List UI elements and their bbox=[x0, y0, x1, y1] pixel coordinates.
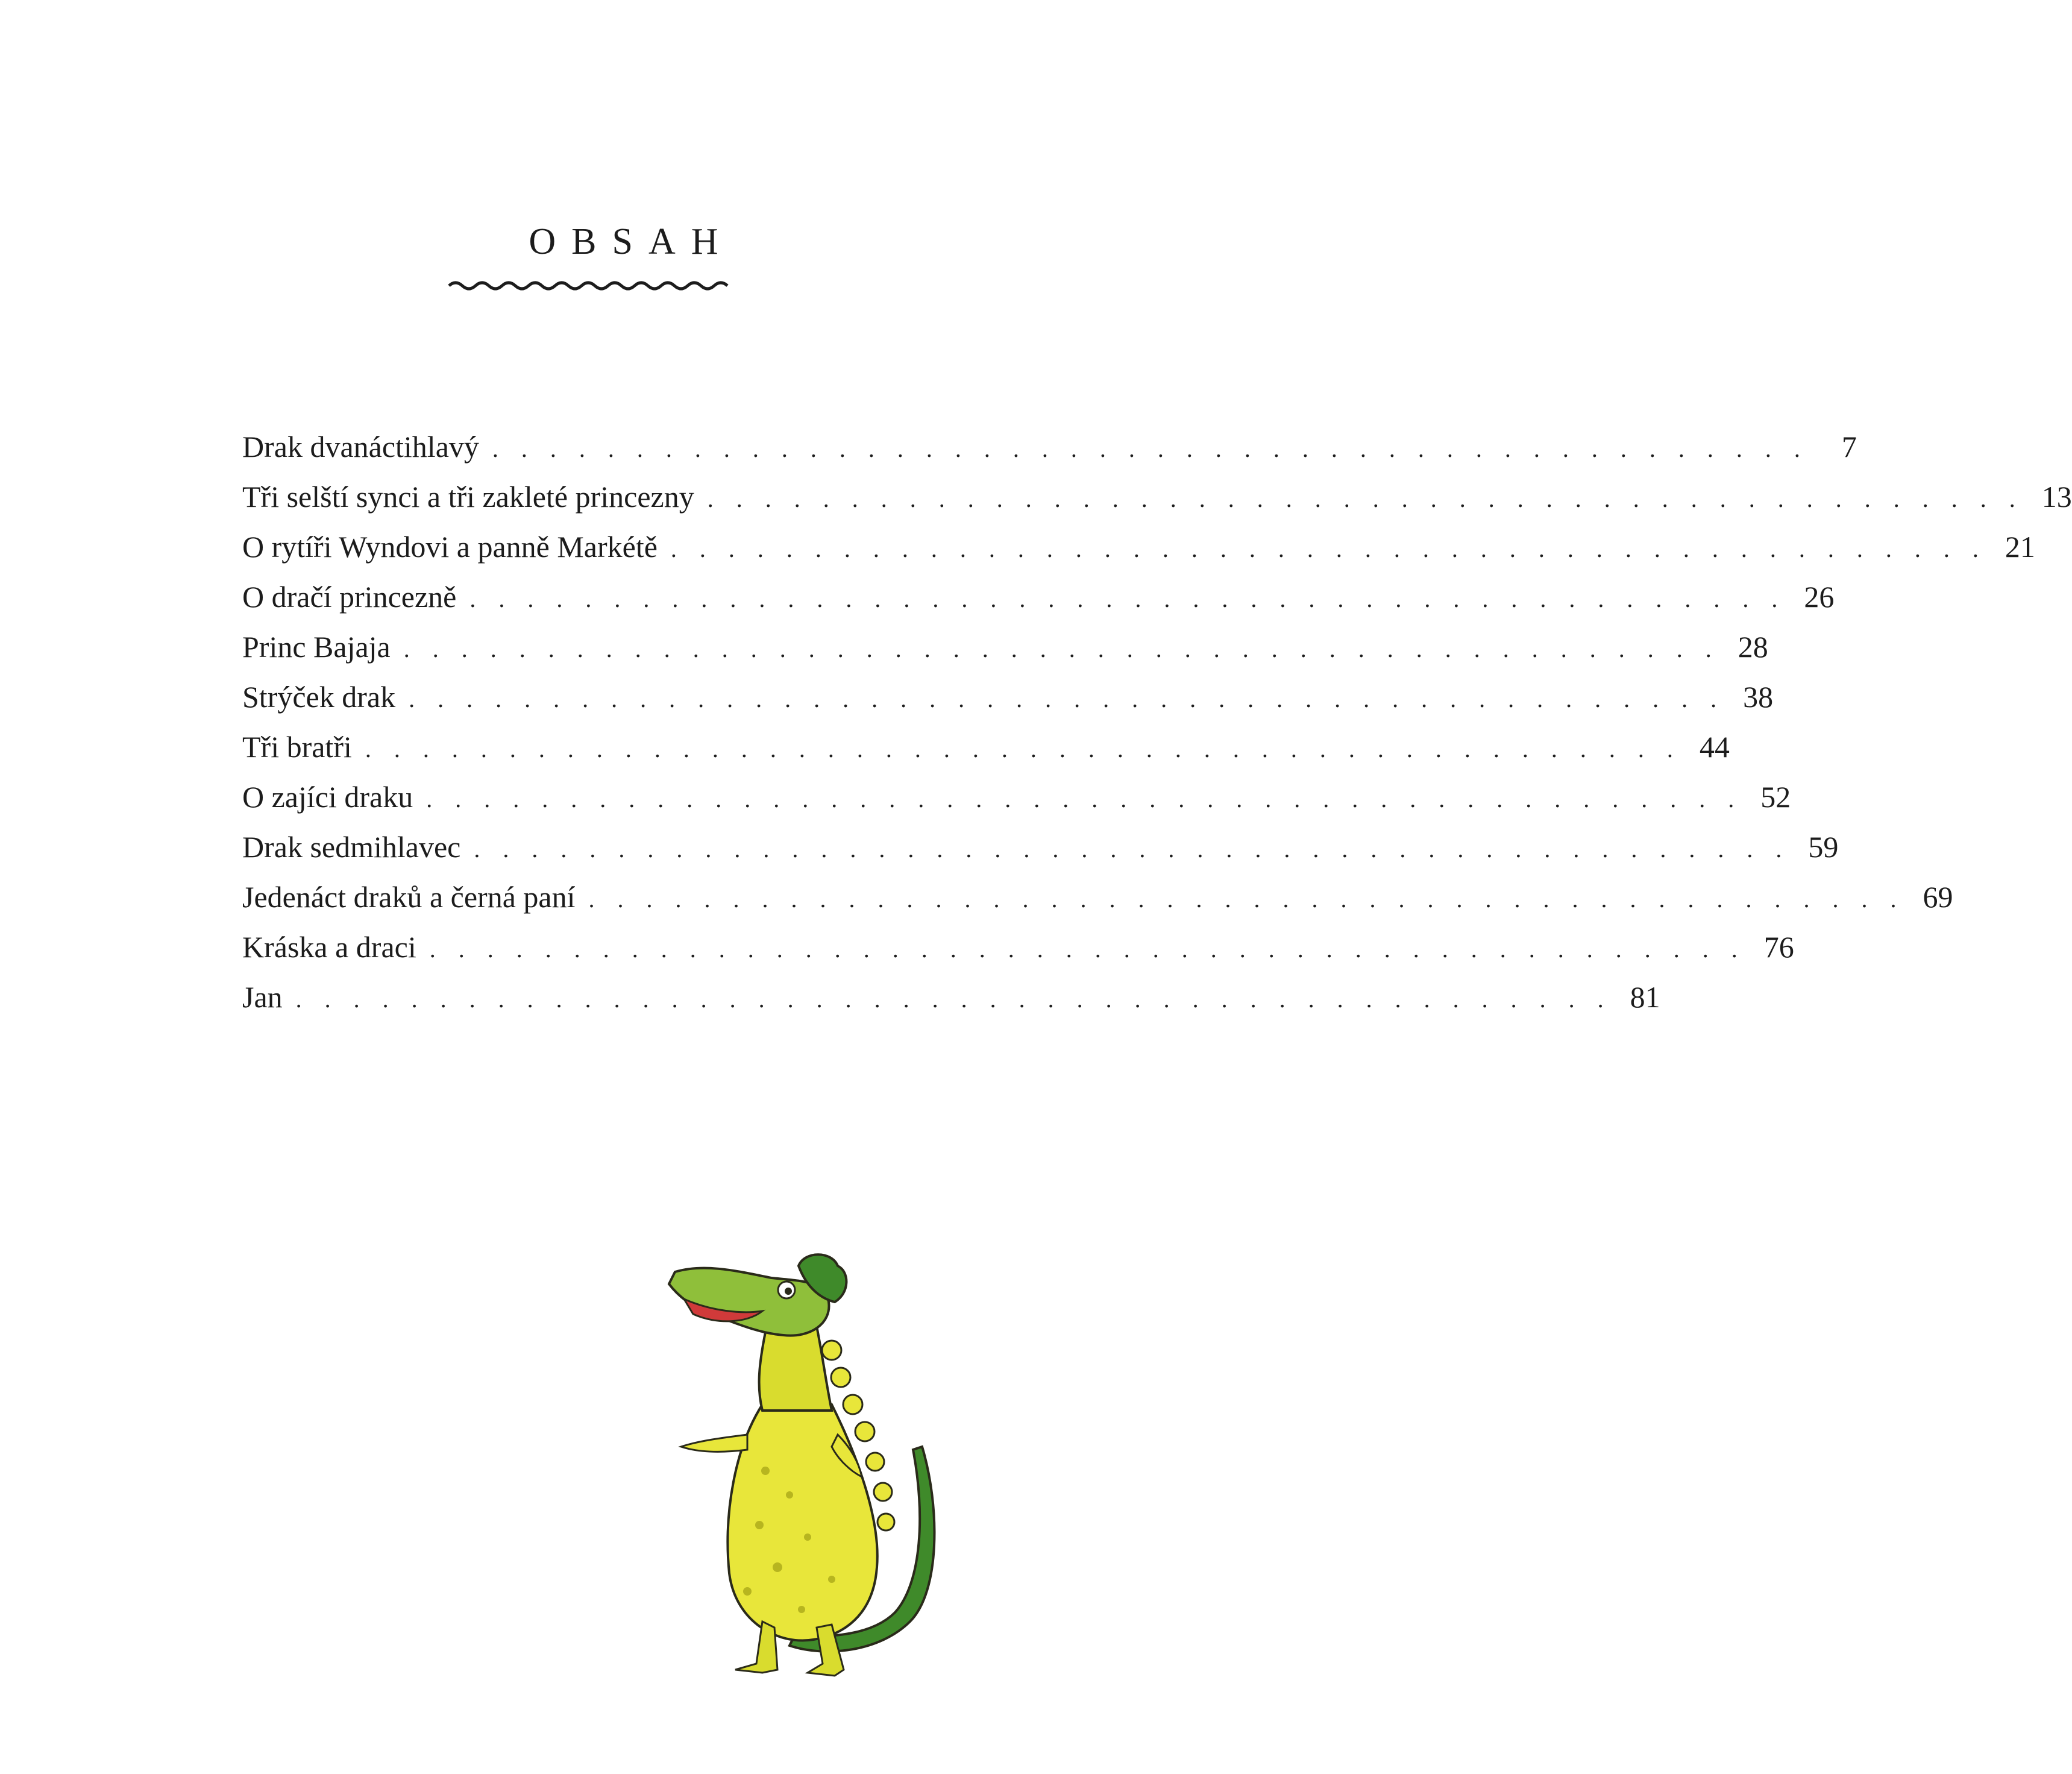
toc-title: Drak sedmihlavec bbox=[242, 830, 461, 864]
toc-page-number: 7 bbox=[1841, 430, 1857, 464]
toc-title: O zajíci draku bbox=[242, 780, 413, 814]
toc-entry[interactable] bbox=[242, 522, 2035, 572]
dot-leader: . . . . . . . . . . . . . . . . . . . . . . . . . . . . . . . . . . . . . . . . . . . . . . bbox=[403, 635, 1720, 662]
toc-title: Drak dvanáctihlavý bbox=[242, 430, 479, 464]
toc-page-number: 38 bbox=[1743, 680, 1774, 714]
toc-entry[interactable] bbox=[242, 872, 1953, 922]
wavy-underline-ornament bbox=[449, 278, 721, 293]
dot-leader: . . . . . . . . . . . . . . . . . . . . . . . . . . . . . . . . . . . . . . . . . . . . . . bbox=[474, 835, 1791, 863]
toc-entry[interactable] bbox=[242, 822, 1839, 872]
toc-entry[interactable] bbox=[242, 672, 1774, 722]
toc-entry[interactable] bbox=[242, 972, 1660, 1022]
toc-page-number: 59 bbox=[1808, 830, 1839, 864]
dragon-illustration bbox=[657, 1254, 994, 1688]
toc-title: O dračí princezně bbox=[242, 580, 457, 614]
toc-page-number: 69 bbox=[1923, 880, 1953, 914]
toc-page-number: 26 bbox=[1804, 580, 1835, 614]
dot-leader: . . . . . . . . . . . . . . . . . . . . . . . . . . . . . . . . . . . . . . . . . . . . . . bbox=[295, 986, 1612, 1013]
toc-entry[interactable] bbox=[242, 472, 2072, 522]
toc-title: Jan bbox=[242, 980, 283, 1014]
dot-leader: . . . . . . . . . . . . . . . . . . . . . . . . . . . . . . . . . . . . . . . . . . . . . . bbox=[469, 585, 1786, 612]
dot-leader: . . . . . . . . . . . . . . . . . . . . . . . . . . . . . . . . . . . . . . . . . . . . . . bbox=[409, 685, 1725, 712]
toc-page-number: 21 bbox=[2005, 530, 2035, 564]
toc-entry[interactable] bbox=[242, 922, 1794, 972]
toc-title: Tři selští synci a tři zakleté princezny bbox=[242, 480, 694, 514]
toc-entry[interactable] bbox=[242, 622, 1768, 672]
dot-leader: . . . . . . . . . . . . . . . . . . . . . . . . . . . . . . . . . . . . . . . . . . . . . . bbox=[492, 435, 1809, 462]
dot-leader: . . . . . . . . . . . . . . . . . . . . . . . . . . . . . . . . . . . . . . . . . . . . . . bbox=[426, 785, 1743, 813]
toc-entry[interactable] bbox=[242, 572, 1835, 622]
toc-entry[interactable] bbox=[242, 722, 1730, 772]
dot-leader: . . . . . . . . . . . . . . . . . . . . . . . . . . . . . . . . . . . . . . . . . . . . . . bbox=[365, 735, 1681, 763]
dot-leader: . . . . . . . . . . . . . . . . . . . . . . . . . . . . . . . . . . . . . . . . . . . . . . bbox=[588, 885, 1905, 913]
toc-page-number: 52 bbox=[1760, 780, 1791, 814]
toc-title: Kráska a draci bbox=[242, 930, 416, 964]
toc-page-number: 44 bbox=[1699, 730, 1730, 764]
toc-title: O rytíři Wyndovi a panně Markétě bbox=[242, 530, 658, 564]
toc-entry[interactable] bbox=[242, 422, 1857, 472]
dot-leader: . . . . . . . . . . . . . . . . . . . . . . . . . . . . . . . . . . . . . . . . . . . . . . bbox=[429, 936, 1746, 963]
toc-title: Princ Bajaja bbox=[242, 630, 391, 664]
dot-leader: . . . . . . . . . . . . . . . . . . . . . . . . . . . . . . . . . . . . . . . . . . . . . . bbox=[670, 535, 1987, 562]
toc-page-number: 28 bbox=[1738, 630, 1768, 664]
toc-page-number: 13 bbox=[2041, 480, 2072, 514]
toc-title: Jedenáct draků a černá paní bbox=[242, 880, 576, 914]
page-title: OBSAH bbox=[529, 221, 734, 262]
toc-title: Tři bratři bbox=[242, 730, 352, 764]
toc-title: Strýček drak bbox=[242, 680, 396, 714]
toc-entry[interactable] bbox=[242, 772, 1791, 822]
dot-leader: . . . . . . . . . . . . . . . . . . . . . . . . . . . . . . . . . . . . . . . . . . . . . . bbox=[707, 485, 2024, 512]
toc-page-number: 81 bbox=[1630, 980, 1660, 1014]
toc-page-number: 76 bbox=[1763, 930, 1794, 964]
table-of-contents bbox=[242, 422, 2072, 1022]
